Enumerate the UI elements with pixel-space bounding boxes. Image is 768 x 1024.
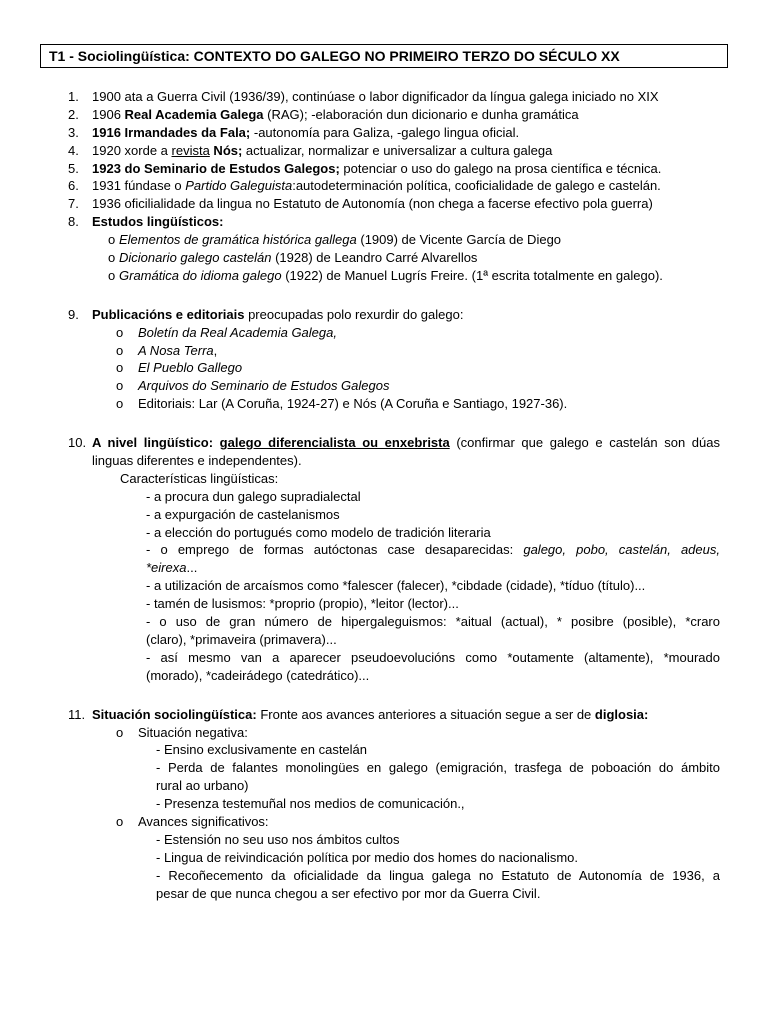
text-segment: (1909) de Vicente García de Diego <box>356 232 562 248</box>
item-text <box>92 160 661 178</box>
list-item <box>0 160 768 178</box>
text-segment-italic: Arquivos do Seminario de Estudos Galegos <box>138 378 390 394</box>
list-item <box>0 106 768 124</box>
item-text <box>92 106 579 124</box>
feature-item-continuation <box>0 667 768 685</box>
item-text <box>92 306 463 324</box>
sub-list-item <box>0 395 768 413</box>
list-item <box>0 434 768 452</box>
item-text <box>92 706 648 724</box>
bullet: o <box>116 342 124 358</box>
positive-item <box>0 831 768 849</box>
sub-item-text <box>138 377 389 395</box>
text-segment: ... <box>186 560 198 576</box>
positive-text: pesar de que nunca chegou a ser efectivo por mor da Guerra Civil. <box>156 885 541 901</box>
text-segment: Fronte aos avances anteriores a situación segue a ser de <box>256 706 595 722</box>
list-item <box>0 213 768 231</box>
text-segment-underlined: revista <box>171 142 210 158</box>
sub-item-text <box>119 231 561 249</box>
text-segment: linguas diferentes e independentes). <box>92 453 302 469</box>
features-label-row <box>0 470 768 488</box>
text-segment-italic: Dicionario galego castelán <box>119 250 272 266</box>
bullet: o <box>116 324 124 340</box>
item-number: 7. <box>68 196 79 212</box>
spacer <box>0 685 768 706</box>
text-segment-italic: *eirexa <box>146 560 187 576</box>
negative-text: rural ao urbano) <box>156 778 249 794</box>
spacer <box>0 285 768 306</box>
feature-item <box>0 649 768 667</box>
sub-list-item <box>0 249 768 267</box>
features-label: Características lingüísticas: <box>120 470 279 486</box>
item-number: 4. <box>68 142 79 158</box>
feature-text <box>146 541 720 559</box>
bullet: o <box>116 813 124 829</box>
text-segment: - o emprego de formas autóctonas case desaparecidas: <box>146 542 524 558</box>
text-segment: :autodeterminación política, cooficialidade de galego e castelán. <box>292 178 661 194</box>
feature-text: - o uso de gran número de hipergaleguismos: *aitual (actual), * posibre (posible), *craro <box>146 614 720 630</box>
item-number: 8. <box>68 214 79 230</box>
item-number: 10. <box>68 435 87 451</box>
list-item <box>0 142 768 160</box>
positive-text: - Estensión no seu uso nos ámbitos cultos <box>156 831 400 847</box>
text-segment-italic: El Pueblo Gallego <box>138 360 243 376</box>
text-segment-bold: Estudos lingüísticos: <box>92 214 224 230</box>
text-segment-italic: Partido Galeguista <box>185 178 293 194</box>
text-segment: 1931 fúndase o <box>92 178 186 194</box>
text-segment: (confirmar que galego e castelán son dúas <box>449 435 720 451</box>
feature-text: - a expurgación de castelanismos <box>146 506 340 522</box>
feature-text: (morado), *cadeirádego (catedrático)... <box>146 667 370 683</box>
text-segment: potenciar o uso do galego na prosa científica e técnica. <box>339 160 662 176</box>
sub-item-text <box>138 395 567 413</box>
sub-list-item <box>0 359 768 377</box>
list-item <box>0 88 768 106</box>
text-segment-italic: Elementos de gramática histórica gallega <box>119 232 357 248</box>
sub-item-text <box>119 267 663 285</box>
feature-text: - a elección do portugués como modelo de tradición literaria <box>146 524 491 540</box>
positive-item <box>0 849 768 867</box>
item-number: 6. <box>68 178 79 194</box>
sub-list-item <box>0 724 768 742</box>
text-segment: (1922) de Manuel Lugrís Freire. (1ª escrita totalmente en galego). <box>281 267 663 283</box>
sub-list-item <box>0 342 768 360</box>
item-number: 5. <box>68 160 79 176</box>
sub-list-item <box>0 267 768 285</box>
negative-item <box>0 795 768 813</box>
text-segment-bold: Situación sociolingüística: <box>92 706 257 722</box>
negative-item <box>0 759 768 777</box>
sub-list-item <box>0 813 768 831</box>
bullet: o <box>108 267 116 283</box>
sub-list-item <box>0 231 768 249</box>
bullet: o <box>116 378 124 394</box>
list-item <box>0 706 768 724</box>
text-segment: , <box>213 342 218 358</box>
feature-text: - a utilización de arcaísmos como *falescer (falecer), *cibdade (cidade), *tíduo (título)... <box>146 578 646 594</box>
list-item <box>0 124 768 142</box>
item-number: 1. <box>68 89 79 104</box>
feature-text: - así mesmo van a aparecer pseudoevolucións como *outamente (altamente), *mourado <box>146 649 720 665</box>
text-segment: 1906 <box>92 106 125 122</box>
page-title: T1 - Sociolingüística: CONTEXTO DO GALEGO NO PRIMEIRO TERZO DO SÉCULO XX <box>40 44 728 68</box>
sub-list-item <box>0 324 768 342</box>
negative-item-continuation <box>0 777 768 795</box>
feature-text: - a procura dun galego supradialectal <box>146 488 361 504</box>
item-number: 11. <box>68 706 86 722</box>
text-segment-bold-underlined: galego diferencialista ou enxebrista <box>219 435 450 451</box>
item-number: 9. <box>68 306 79 322</box>
text-segment: 1936 oficilialidade da lingua no Estatuto de Autonomía (non chega a facerse efectivo pola guerra) <box>92 196 653 212</box>
positive-text: - Lingua de reivindicación política por medio dos homes do nacionalismo. <box>156 849 579 865</box>
item-text <box>92 177 661 195</box>
bullet: o <box>108 232 116 248</box>
sub-item-text <box>138 342 217 360</box>
feature-item <box>0 577 768 595</box>
feature-text <box>146 559 197 577</box>
text-segment: preocupadas polo rexurdir do galego: <box>244 306 464 322</box>
list-item <box>0 177 768 195</box>
text-segment: (RAG); -elaboración dun dicionario e dunha gramática <box>263 106 579 122</box>
feature-text: (claro), *primaveira (primavera)... <box>146 631 337 647</box>
text-segment: 1920 xorde a <box>92 142 172 158</box>
text-segment-bold: A nivel lingüístico: <box>92 435 220 451</box>
feature-item <box>0 524 768 542</box>
positive-label: Avances significativos: <box>138 813 269 829</box>
text-segment-bold: 1916 Irmandades da Fala; <box>92 124 251 140</box>
negative-text: - Perda de falantes monolingües en galego (emigración, trasfega de poboación do ámbito <box>156 760 720 776</box>
list-item <box>0 306 768 324</box>
positive-item-continuation <box>0 885 768 903</box>
text-segment: (1928) de Leandro Carré Alvarellos <box>271 250 478 266</box>
text-segment-bold: Publicacións e editoriais <box>92 306 245 322</box>
bullet: o <box>108 250 116 266</box>
feature-item <box>0 488 768 506</box>
text-segment-italic: Gramática do idioma galego <box>119 267 282 283</box>
text-segment-bold: Real Academia Galega <box>124 106 264 122</box>
document-body <box>0 88 768 902</box>
item-text <box>92 195 653 213</box>
positive-item <box>0 867 768 885</box>
text-segment: actualizar, normalizar e universalizar a cultura galega <box>242 142 553 158</box>
list-item <box>0 195 768 213</box>
text-segment-bold: 1923 do Seminario de Estudos Galegos; <box>92 160 340 176</box>
feature-item <box>0 613 768 631</box>
text-segment-italic: Boletín da Real Academia Galega, <box>138 324 337 340</box>
negative-label: Situación negativa: <box>138 724 248 740</box>
item-number: 2. <box>68 106 79 122</box>
feature-item-continuation <box>0 631 768 649</box>
feature-item <box>0 595 768 613</box>
item-text <box>92 88 659 106</box>
positive-text: - Recoñecemento da oficialidade da lingua galega no Estatuto de Autonomía de 1936, a <box>156 867 720 883</box>
item-text <box>92 124 519 142</box>
negative-item <box>0 741 768 759</box>
sub-list-item <box>0 377 768 395</box>
sub-item-text <box>138 324 337 342</box>
negative-text: - Ensino exclusivamente en castelán <box>156 742 368 758</box>
item-text <box>92 434 720 452</box>
text-segment-italic: A Nosa Terra <box>138 342 214 358</box>
text-segment-bold: Nós; <box>209 142 243 158</box>
feature-item <box>0 506 768 524</box>
text-segment-bold: diglosia: <box>594 706 649 722</box>
sub-item-text <box>119 249 477 267</box>
item-text <box>92 142 552 160</box>
feature-item <box>0 541 768 559</box>
item-continuation <box>0 452 768 470</box>
sub-item-text <box>138 359 242 377</box>
text-segment-italic: galego, pobo, castelán, adeus, <box>523 542 720 558</box>
bullet: o <box>116 724 124 740</box>
bullet: o <box>116 360 124 376</box>
text-segment: 1900 ata a Guerra Civil (1936/39), continúase o labor dignificador da língua galega iniciado no XIX <box>92 89 659 104</box>
text-segment: Editoriais: Lar (A Coruña, 1924-27) e Nós (A Coruña e Santiago, 1927-36). <box>138 396 568 412</box>
text-segment: -autonomía para Galiza, -galego lingua oficial. <box>250 124 520 140</box>
spacer <box>0 413 768 434</box>
feature-text: - tamén de lusismos: *proprio (propio), *leitor (lector)... <box>146 596 459 612</box>
negative-text: - Presenza testemuñal nos medios de comunicación., <box>156 796 465 812</box>
item-text <box>92 213 223 231</box>
feature-item-continuation <box>0 559 768 577</box>
bullet: o <box>116 396 124 412</box>
item-number: 3. <box>68 124 79 140</box>
